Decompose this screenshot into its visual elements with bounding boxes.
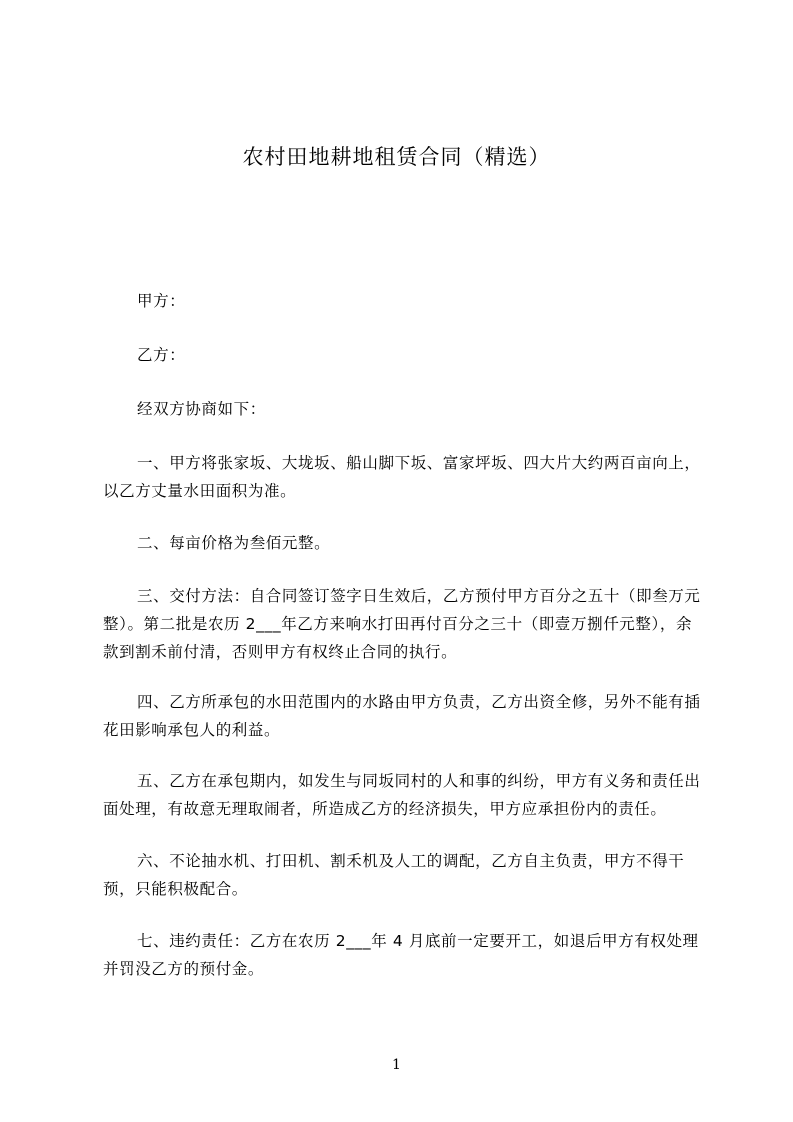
clause-5: 五、乙方在承包期内，如发生与同坂同村的人和事的纠纷，甲方有义务和责任出面处理，有故意无理取闹者，所造成乙方的经济损失，甲方应承担份内的责任。 [103,772,701,818]
page-number: 1 [392,1057,401,1073]
document-title: 农村田地耕地租赁合同（精选） [242,145,551,169]
clause-3: 三、交付方法：自合同签订签字日生效后，乙方预付甲方百分之五十（即叁万元整）。第二批是农历 2___年乙方来响水打田再付百分之三十（即壹万捌仟元整），余款到割禾前付清，否则甲方有权终止合同的执行。 [103,587,701,661]
party-a-line: 甲方： [137,292,186,310]
party-b-line: 乙方： [137,346,186,364]
clause-4: 四、乙方所承包的水田范围内的水路由甲方负责，乙方出资全修，另外不能有插花田影响承包人的利益。 [103,693,701,739]
agreement-intro: 经双方协商如下： [137,400,266,418]
clause-1: 一、甲方将张家坂、大垅坂、船山脚下坂、富家坪坂、四大片大约两百亩向上，以乙方丈量水田面积为准。 [103,454,701,500]
clause-6: 六、不论抽水机、打田机、割禾机及人工的调配，乙方自主负责，甲方不得干预，只能积极配合。 [103,852,685,898]
clause-7: 七、违约责任：乙方在农历 2___年 4 月底前一定要开工，如退后甲方有权处理并罚没乙方的预付金。 [103,932,699,978]
clause-2: 二、每亩价格为叁佰元整。 [137,534,331,552]
